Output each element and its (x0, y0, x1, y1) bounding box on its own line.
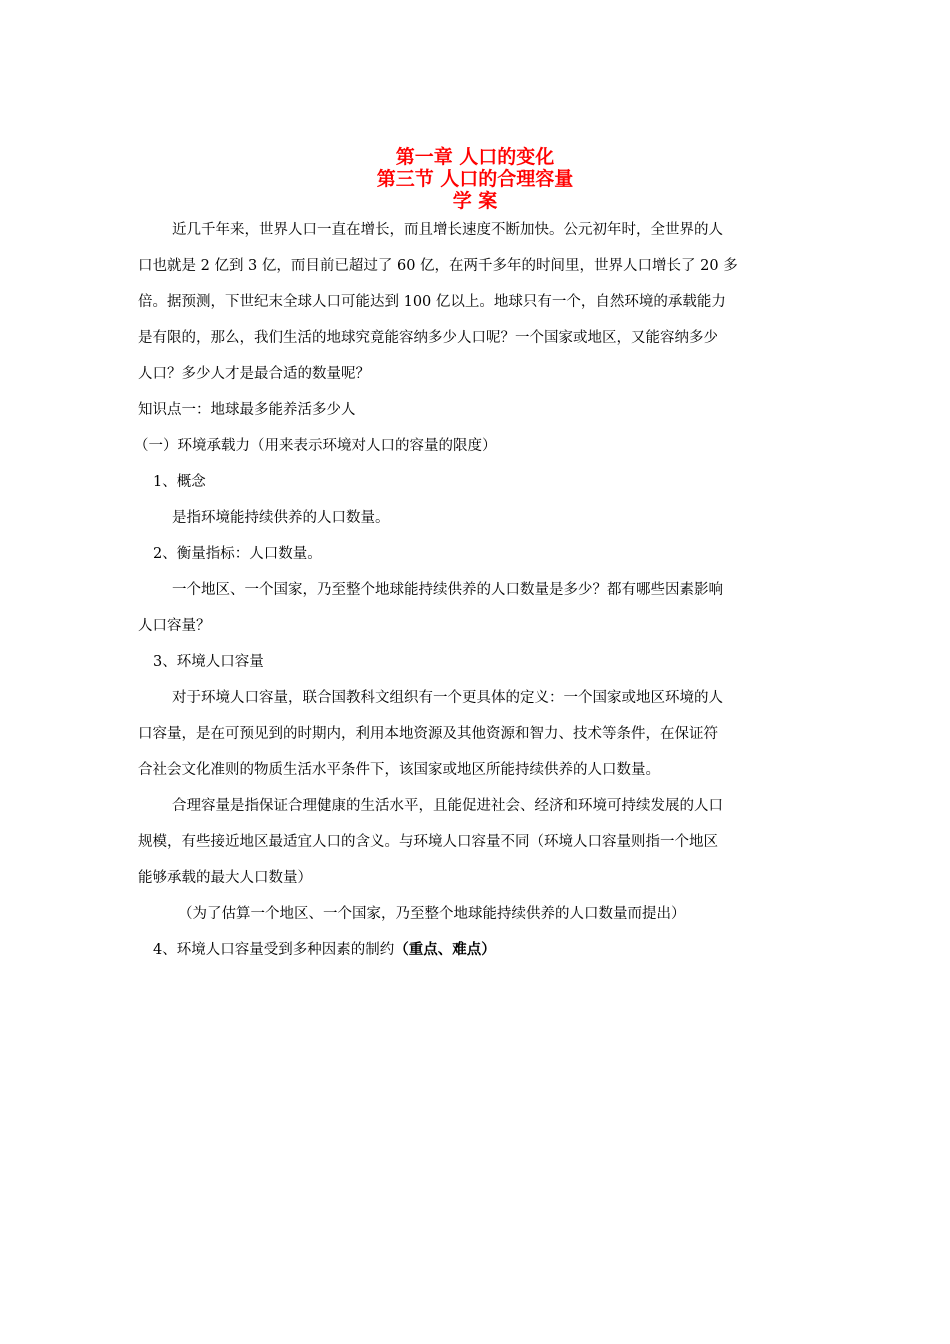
item-3-p2-line-1: 合理容量是指保证合理健康的生活水平，且能促进社会、经济和环境可持续发展的人口 (172, 798, 723, 814)
item-4-title: 4、环境人口容量受到多种因素的制约 (153, 942, 395, 958)
item-3-p1-line-1: 对于环境人口容量，联合国教科文组织有一个更具体的定义：一个国家或地区环境的人 (172, 690, 723, 706)
intro-line-2: 口也就是 2 亿到 3 亿，而目前已超过了 60 亿，在两千多年的时间里，世界人口增长了 20 多 (138, 258, 738, 274)
intro-line-5: 人口？多少人才是最合适的数量呢？ (138, 366, 370, 382)
intro-line-3: 倍。据预测，下世纪末全球人口可能达到 100 亿以上。地球只有一个，自然环境的承载能力 (138, 294, 726, 310)
item-2-line-1: 一个地区、一个国家，乃至整个地球能持续供养的人口数量是多少？都有哪些因素影响 (172, 582, 723, 598)
intro-line-4: 是有限的，那么，我们生活的地球究竟能容纳多少人口呢？一个国家或地区，又能容纳多少 (138, 330, 718, 346)
item-3-p2-line-3: 能够承载的最大人口数量） (138, 870, 312, 886)
doc-type-title: 学 案 (452, 190, 498, 212)
item-3-note: （为了估算一个地区、一个国家，乃至整个地球能持续供养的人口数量而提出） (178, 906, 686, 922)
item-1-title: 1、概念 (153, 474, 206, 490)
item-3-title: 3、环境人口容量 (153, 654, 264, 670)
item-2-title: 2、衡量指标：人口数量。 (153, 546, 322, 562)
item-3-p1-line-2: 口容量，是在可预见到的时期内，利用本地资源及其他资源和智力、技术等条件，在保证符 (138, 726, 718, 742)
section-title: 第三节 人口的合理容量 (376, 168, 574, 190)
item-3-p1-line-3: 合社会文化准则的物质生活水平条件下，该国家或地区所能持续供养的人口数量。 (138, 762, 660, 778)
document-body (134, 212, 814, 968)
item-1-text: 是指环境能持续供养的人口数量。 (172, 510, 390, 526)
title-block (0, 146, 950, 212)
section-heading: （一）环境承载力（用来表示环境对人口的容量的限度） (134, 438, 497, 454)
item-2-line-2: 人口容量？ (138, 618, 211, 634)
chapter-title: 第一章 人口的变化 (395, 146, 555, 168)
item-3-p2-line-2: 规模，有些接近地区最适宜人口的含义。与环境人口容量不同（环境人口容量则指一个地区 (138, 834, 718, 850)
item-4-line (138, 932, 814, 968)
knowledge-point-heading: 知识点一：地球最多能养活多少人 (138, 402, 356, 418)
item-4-emphasis: （重点、难点） (394, 941, 496, 958)
intro-line-1: 近几千年来，世界人口一直在增长，而且增长速度不断加快。公元初年时，全世界的人 (172, 222, 723, 238)
